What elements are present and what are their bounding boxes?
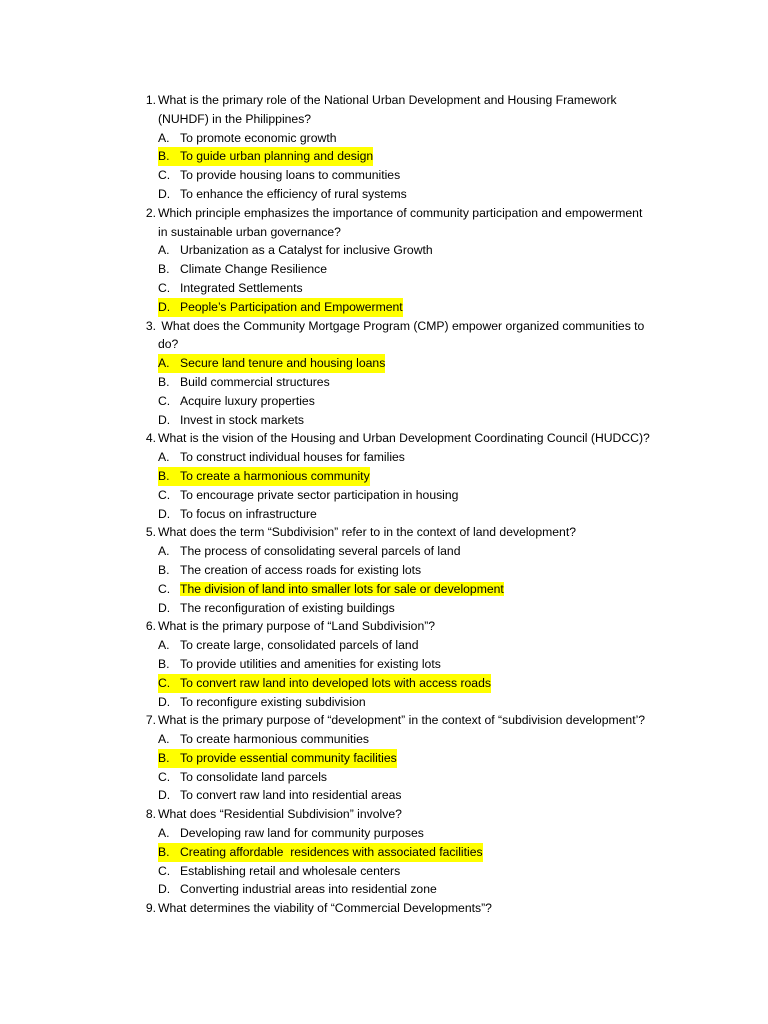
answer-option-content (158, 824, 424, 843)
question-text-line (158, 223, 768, 242)
answer-option (0, 542, 768, 561)
option-text: To reconfigure existing subdivision (180, 694, 366, 709)
answer-option (0, 486, 768, 505)
answer-option-content (158, 241, 433, 260)
question-text: in sustainable urban governance? (158, 224, 341, 239)
option-letter: D. (158, 882, 171, 897)
option-letter: D. (158, 299, 171, 314)
option-text: To provide housing loans to communities (180, 168, 401, 183)
answer-option (0, 843, 768, 862)
option-letter: C. (158, 393, 171, 408)
answer-option (0, 786, 768, 805)
correct-answer-highlight (158, 467, 370, 486)
option-letter: C. (158, 863, 171, 878)
option-text: To focus on infrastructure (180, 506, 317, 521)
question-item (0, 204, 768, 317)
question-number: 8. (145, 807, 156, 822)
question-text-line (145, 317, 768, 336)
option-text: To promote economic growth (180, 130, 337, 145)
answer-option (0, 505, 768, 524)
option-letter: C. (158, 769, 171, 784)
question-text-line (145, 711, 768, 730)
question-text: What does “Residential Subdivision” involve? (158, 807, 402, 822)
answer-option (0, 655, 768, 674)
answer-option-content (158, 373, 330, 392)
option-text: To create harmonious communities (180, 732, 369, 747)
option-letter: C. (158, 280, 171, 295)
question-text-line (145, 899, 768, 918)
answer-option (0, 824, 768, 843)
question-item (0, 899, 768, 918)
answer-option (0, 166, 768, 185)
question-number: 9. (145, 901, 156, 916)
option-text: To enhance the efficiency of rural systems (180, 186, 407, 201)
answer-option (0, 241, 768, 260)
option-text: To create a harmonious community (180, 468, 370, 483)
question-number: 7. (145, 713, 156, 728)
answer-option-content (158, 655, 441, 674)
option-letter: B. (158, 656, 170, 671)
question-text-line (158, 110, 768, 129)
option-letter: D. (158, 694, 171, 709)
answer-option (0, 467, 768, 486)
correct-answer-highlight (158, 580, 504, 599)
question-text: What is the primary role of the National Urban Development and Housing Framework (158, 93, 617, 107)
question-item (0, 617, 768, 711)
answer-option (0, 185, 768, 204)
question-text-line (145, 805, 768, 824)
option-text: The process of consolidating several parcels of land (180, 544, 461, 559)
question-text: What is the primary purpose of “development” in the context of “subdivision development’? (158, 713, 646, 728)
option-letter: D. (158, 186, 171, 201)
answer-option-content (158, 279, 303, 298)
option-letter: C. (158, 581, 171, 596)
option-text: Urbanization as a Catalyst for inclusive Growth (180, 243, 433, 258)
answer-option (0, 561, 768, 580)
answer-option (0, 599, 768, 618)
question-text: What determines the viability of “Commercial Developments”? (158, 901, 492, 916)
question-text: What is the primary purpose of “Land Subdivision”? (158, 619, 436, 634)
option-letter: A. (158, 732, 170, 747)
option-letter: C. (158, 675, 171, 690)
option-text: To encourage private sector participation in housing (180, 487, 459, 502)
answer-option (0, 354, 768, 373)
question-text-line (145, 617, 768, 636)
answer-option (0, 880, 768, 899)
option-text: Climate Change Resilience (180, 262, 327, 277)
answer-option-content (158, 448, 405, 467)
option-letter: D. (158, 600, 171, 615)
option-letter: B. (158, 262, 170, 277)
answer-option-content (158, 260, 327, 279)
option-text: The creation of access roads for existing lots (180, 562, 422, 577)
answer-option-content (158, 768, 327, 787)
question-text: What does the Community Mortgage Program (CMP) empower organized communities to (158, 318, 645, 333)
quiz-list (0, 91, 768, 918)
option-letter: C. (158, 168, 171, 183)
option-text: Developing raw land for community purposes (180, 826, 424, 841)
answer-option-content (158, 411, 304, 430)
answer-option (0, 636, 768, 655)
question-text: What is the vision of the Housing and Urban Development Coordinating Council (HUDCC)? (158, 431, 650, 446)
option-letter: B. (158, 844, 170, 859)
answer-option (0, 768, 768, 787)
option-text: Secure land tenure and housing loans (180, 356, 386, 371)
question-number: 2. (145, 205, 156, 220)
answer-option (0, 279, 768, 298)
option-text: The division of land into smaller lots for sale or development (180, 581, 504, 596)
option-letter: A. (158, 450, 170, 465)
option-text: Invest in stock markets (180, 412, 304, 427)
option-text: Converting industrial areas into residential zone (180, 882, 437, 897)
option-text: To consolidate land parcels (180, 769, 328, 784)
option-letter: A. (158, 826, 170, 841)
question-item (0, 711, 768, 805)
option-letter: A. (158, 243, 170, 258)
answer-option (0, 260, 768, 279)
option-text: To convert raw land into developed lots with access roads (180, 675, 491, 690)
option-text: The reconfiguration of existing buildings (180, 600, 395, 615)
question-number: 5. (145, 525, 156, 540)
option-letter: B. (158, 374, 170, 389)
answer-option-content (158, 786, 402, 805)
correct-answer-highlight (158, 298, 403, 317)
correct-answer-highlight (158, 843, 483, 862)
option-text: To provide utilities and amenities for existing lots (180, 656, 441, 671)
answer-option-content (158, 693, 366, 712)
answer-option (0, 129, 768, 148)
answer-option-content (158, 862, 400, 881)
correct-answer-highlight (158, 674, 491, 693)
answer-option-content (158, 129, 336, 148)
answer-option-content (158, 636, 418, 655)
answer-option-content (158, 561, 421, 580)
option-text: Integrated Settlements (180, 280, 303, 295)
answer-option (0, 147, 768, 166)
answer-option (0, 749, 768, 768)
question-text-line (145, 91, 768, 110)
answer-option (0, 411, 768, 430)
answer-option (0, 298, 768, 317)
option-letter: D. (158, 788, 171, 803)
answer-option (0, 392, 768, 411)
question-text: do? (158, 337, 179, 352)
option-text: To construct individual houses for families (180, 450, 405, 465)
option-letter: D. (158, 412, 171, 427)
option-letter: B. (158, 750, 170, 765)
question-item (0, 91, 768, 204)
question-number: 6. (145, 619, 156, 634)
question-number: 4. (145, 431, 156, 446)
option-text: To convert raw land into residential areas (180, 788, 402, 803)
option-letter: B. (158, 149, 170, 164)
question-text-line (145, 429, 768, 448)
option-text: Build commercial structures (180, 374, 330, 389)
option-text: To guide urban planning and design (180, 149, 374, 164)
question-text-line (158, 335, 768, 354)
question-text-line (145, 523, 768, 542)
question-item (0, 805, 768, 899)
correct-answer-highlight (158, 749, 397, 768)
option-letter: A. (158, 544, 170, 559)
question-text-line (145, 204, 768, 223)
answer-option-content (158, 730, 369, 749)
answer-option (0, 730, 768, 749)
option-letter: B. (158, 468, 170, 483)
option-letter: C. (158, 487, 171, 502)
option-letter: A. (158, 638, 170, 653)
option-text: Acquire luxury properties (180, 393, 315, 408)
answer-option (0, 580, 768, 599)
answer-option (0, 862, 768, 881)
answer-option-content (158, 880, 437, 899)
option-text: Establishing retail and wholesale centers (180, 863, 401, 878)
question-item (0, 429, 768, 523)
option-letter: D. (158, 506, 171, 521)
question-number: 1. (145, 93, 156, 107)
correct-answer-highlight (158, 147, 373, 166)
answer-option-content (158, 599, 395, 618)
option-text: People’s Participation and Empowerment (180, 299, 403, 314)
option-text: To provide essential community facilities (180, 750, 397, 765)
answer-option (0, 674, 768, 693)
answer-option-content (158, 166, 400, 185)
answer-option (0, 448, 768, 467)
answer-option-content (158, 392, 315, 411)
correct-answer-highlight (158, 354, 385, 373)
answer-option-content (158, 505, 317, 524)
question-item (0, 317, 768, 430)
option-letter: A. (158, 356, 170, 371)
answer-option (0, 373, 768, 392)
option-letter: B. (158, 562, 170, 577)
question-item (0, 523, 768, 617)
question-text: Which principle emphasizes the importance of community participation and empowerment (158, 205, 643, 220)
answer-option-content (158, 486, 458, 505)
answer-option (0, 693, 768, 712)
option-text: To create large, consolidated parcels of land (180, 638, 419, 653)
option-letter: A. (158, 130, 170, 145)
question-number: 3. (145, 318, 156, 333)
question-text: (NUHDF) in the Philippines? (158, 111, 312, 126)
answer-option-content (158, 542, 460, 561)
option-text: Creating affordable residences with associated facilities (180, 844, 483, 859)
answer-option-content (158, 185, 407, 204)
question-text: What does the term “Subdivision” refer to in the context of land development? (158, 525, 576, 540)
